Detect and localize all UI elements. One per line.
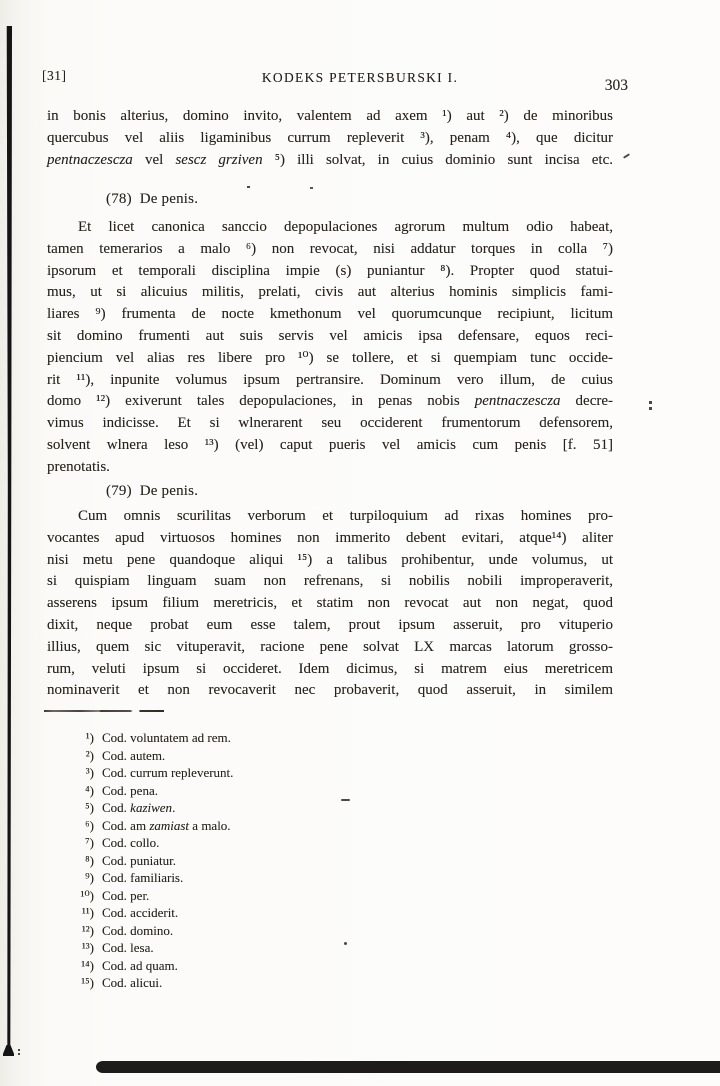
section-79-paragraph bbox=[47, 506, 613, 702]
footnote-marker: ⁹) bbox=[85, 870, 94, 885]
footnote-text: Cod. alicui. bbox=[102, 975, 163, 990]
footnote-item bbox=[47, 817, 477, 835]
text-line: nisi metu pene quandoque aliqui ¹⁵) a talibus prohibentur, unde volumus, ut bbox=[47, 551, 613, 568]
scan-speck bbox=[623, 153, 630, 158]
footnote-separator-rule bbox=[44, 710, 164, 712]
footnote-marker: ¹²) bbox=[81, 922, 94, 938]
text-line: illius, quem sic vituperavit, racione pene solvat LX marcas latorum grosso- bbox=[47, 638, 613, 655]
footnote-text: Cod. kaziwen. bbox=[102, 800, 176, 815]
footnote-item bbox=[47, 869, 477, 887]
footnote-text: Cod. am zamiast a malo. bbox=[102, 817, 231, 833]
text-line: vimus indicisse. Et si wlnerarent seu occiderent frumentorum defensorem, bbox=[47, 415, 613, 432]
scan-speck bbox=[344, 942, 347, 945]
footnote-marker: ¹¹) bbox=[81, 905, 94, 920]
footnotes-list bbox=[47, 729, 477, 992]
running-title: KODEKS PETERSBURSKI I. bbox=[261, 70, 459, 85]
footnote-text: Cod. pena. bbox=[102, 782, 158, 798]
page-header bbox=[42, 64, 628, 98]
text-line: liares ⁹) frumenta de nocte kmethonum vel quorumcunque recipiunt, licitum bbox=[47, 306, 613, 323]
paragraph-continuation bbox=[47, 106, 613, 171]
section-78-heading: (78) De penis. bbox=[106, 191, 199, 207]
footnote-marker: ²) bbox=[85, 747, 94, 763]
footnote-marker: ¹⁴) bbox=[81, 957, 94, 973]
footnote-marker: ³) bbox=[85, 765, 94, 780]
footnote-text: Cod. lesa. bbox=[102, 940, 154, 955]
text-line: Et licet canonica sanccio depopulaciones agrorum multum odio habeat, bbox=[78, 219, 613, 235]
folio-mark: [31] bbox=[42, 68, 67, 83]
text-line: ipsorum et temporali disciplina impie (s) puniantur ⁸). Propter quod statui- bbox=[47, 262, 613, 279]
section-79-heading: (79) De penis. bbox=[106, 483, 199, 499]
text-line: piencium vel alias res libere pro ¹⁰) se tollere, et si quempiam tunc occide- bbox=[47, 349, 613, 366]
page-number: 303 bbox=[604, 77, 628, 94]
footnote-text: Cod. autem. bbox=[102, 747, 166, 763]
footnote-text: Cod. puniatur. bbox=[102, 852, 177, 868]
text-line: rum, veluti ipsum si occideret. Idem dicimus, si matrem eius meretricem bbox=[47, 660, 613, 677]
footnote-item bbox=[47, 834, 477, 852]
scan-speck bbox=[18, 1049, 20, 1051]
text-line: Cum omnis scurilitas verborum et turpiloquium ad rixas homines pro- bbox=[78, 508, 613, 524]
footnote-text: Cod. per. bbox=[102, 887, 150, 903]
footnote-item bbox=[47, 747, 477, 765]
footnote-marker: ⁶) bbox=[85, 817, 94, 833]
text-line: nominaverit et non revocaverit nec probaverit, quod asseruit, in similem bbox=[47, 682, 613, 699]
footnote-item bbox=[47, 782, 477, 800]
scan-speck bbox=[649, 401, 652, 404]
text-line: prenotatis. bbox=[47, 458, 110, 475]
text-line: si quispiam linguam suam non refrenans, si nobilis nobili improperaverit, bbox=[47, 573, 613, 590]
footnote-text: Cod. ad quam. bbox=[102, 957, 178, 973]
footnote-text: Cod. familiaris. bbox=[102, 870, 184, 885]
footnote-item bbox=[47, 764, 477, 782]
footnote-marker: ¹⁵) bbox=[81, 975, 94, 990]
text-line: asserens ipsum filium meretricis, et statim non revocat aut non negat, quod bbox=[47, 595, 613, 612]
footnote-item bbox=[47, 852, 477, 870]
footnote-text: Cod. currum repleverunt. bbox=[102, 765, 234, 780]
book-gutter-line bbox=[6, 26, 12, 1048]
footnote-item bbox=[47, 799, 477, 817]
footnote-item bbox=[47, 729, 477, 747]
text-line: rit ¹¹), inpunite volumus ipsum pertransire. Dominum vero illum, de cuius bbox=[47, 371, 613, 388]
text-line: pentnaczescza vel sescz grziven ⁵) illi solvat, in cuius dominio sunt incisa etc. bbox=[47, 151, 613, 168]
footnote-marker: ⁵) bbox=[85, 800, 94, 815]
footnote-item bbox=[47, 887, 477, 905]
footnote-item bbox=[47, 904, 477, 922]
text-line: in bonis alterius, domino invito, valentem ad axem ¹) aut ²) de minoribus bbox=[47, 108, 613, 124]
footnote-marker: ¹³) bbox=[81, 940, 94, 955]
footnote-marker: ¹⁰) bbox=[80, 887, 94, 903]
text-line: domo ¹²) exiverunt tales depopulaciones, in penas nobis pentnaczescza decre- bbox=[47, 393, 613, 410]
footnote-marker: ⁸) bbox=[85, 852, 94, 868]
text-line: quercubus vel aliis ligaminibus currum repleverit ³), penam ⁴), que dicitur bbox=[47, 129, 613, 146]
scan-speck bbox=[341, 799, 350, 801]
footnote-text: Cod. collo. bbox=[102, 835, 160, 850]
footnote-marker: ⁴) bbox=[85, 782, 94, 798]
footnote-item bbox=[47, 974, 477, 992]
footnote-marker: ⁷) bbox=[85, 835, 94, 850]
book-gutter-line-foot bbox=[3, 1045, 14, 1056]
section-78-paragraph bbox=[47, 217, 613, 479]
footnote-item bbox=[47, 957, 477, 975]
text-line: sit domino frumenti aut suis servis vel amicis ipsa defensare, equos reci- bbox=[47, 327, 613, 344]
footnote-item bbox=[47, 939, 477, 957]
scan-bottom-edge-bar bbox=[96, 1061, 720, 1073]
footnote-text: Cod. acciderit. bbox=[102, 905, 179, 920]
scan-speck bbox=[247, 186, 250, 188]
text-line: solvent wlnera leso ¹³) (vel) caput pueris vel amicis cum penis [f. 51] bbox=[47, 436, 613, 453]
footnote-text: Cod. voluntatem ad rem. bbox=[102, 730, 231, 745]
footnote-text: Cod. domino. bbox=[102, 922, 174, 938]
footnote-marker: ¹) bbox=[85, 730, 94, 745]
footnote-item bbox=[47, 922, 477, 940]
text-line: tamen temerarios a malo ⁶) non revocat, nisi addatur torques in colla ⁷) bbox=[47, 240, 613, 257]
text-line: mus, ut si alicuius militis, prelati, civis aut alterius hominis simplicis fami- bbox=[47, 284, 613, 301]
text-line: vocantes apud virtuosos homines non immerito debent evitari, atque¹⁴) aliter bbox=[47, 529, 613, 546]
text-line: dixit, neque probat eum esse talem, prout ipsum asseruit, pro vituperio bbox=[47, 616, 613, 633]
